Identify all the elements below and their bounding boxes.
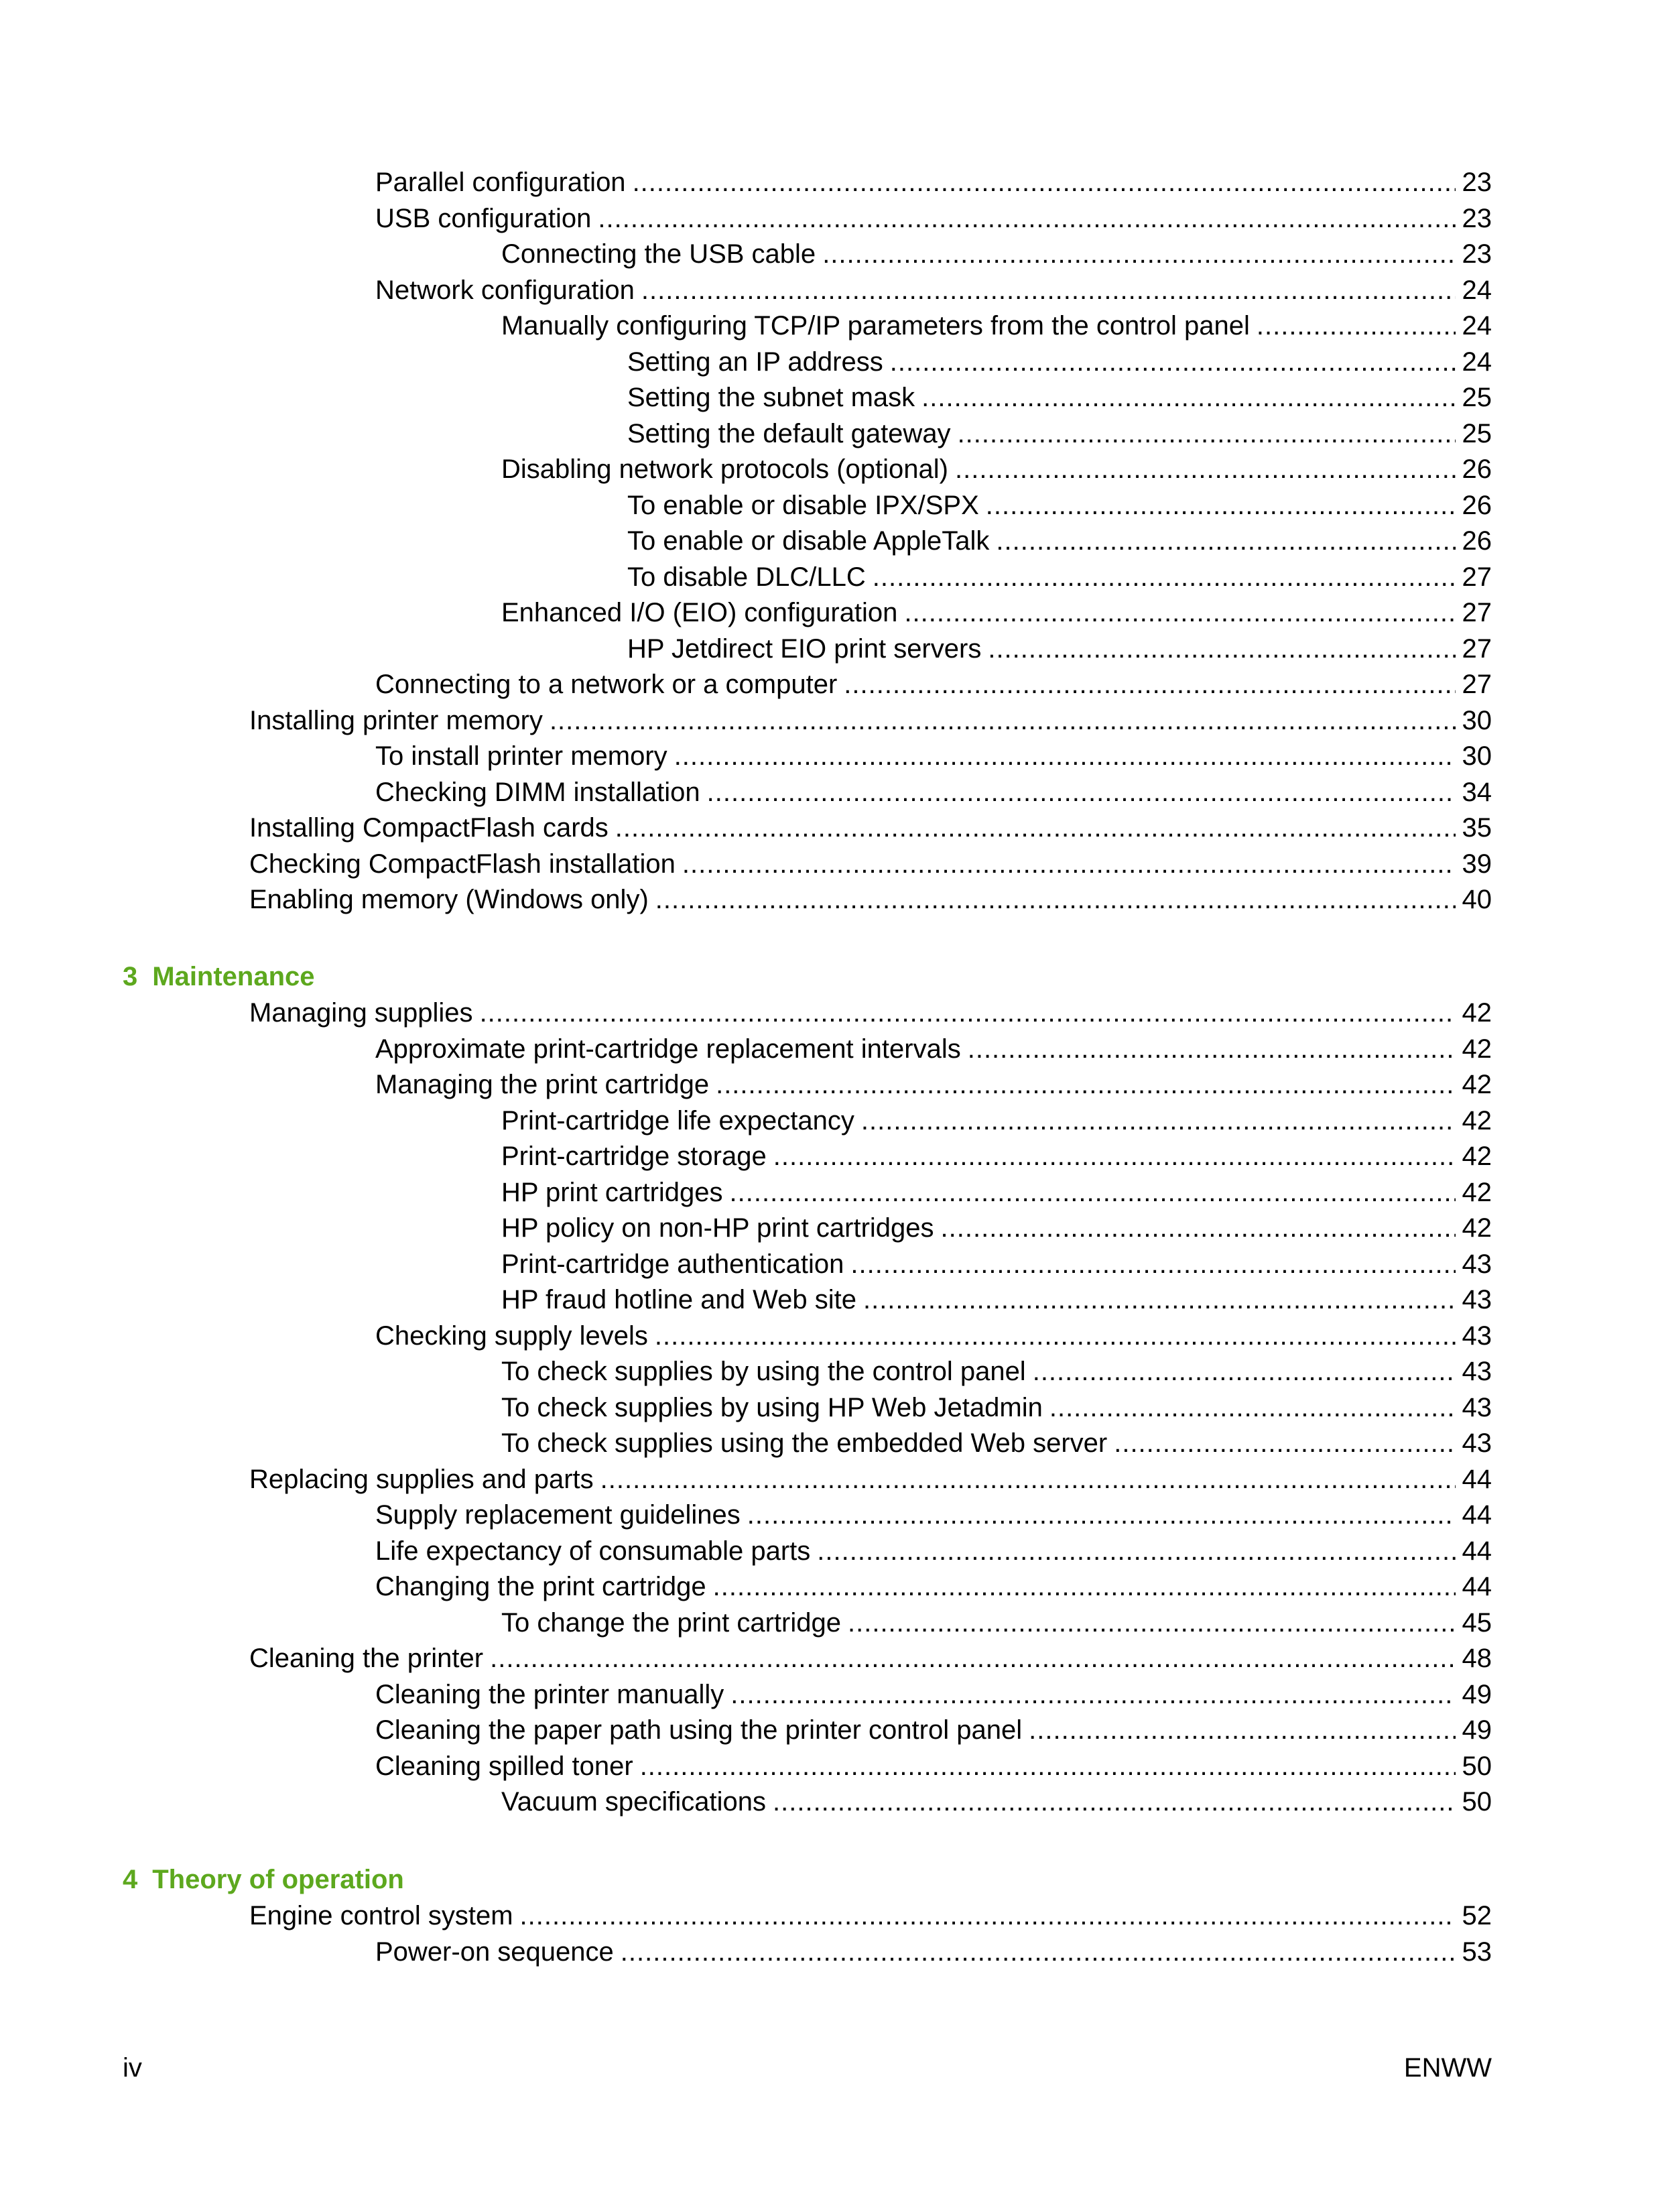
toc-entry-page-number: 42	[1462, 1177, 1492, 1207]
toc-dot-leader	[598, 200, 1455, 237]
toc-entry[interactable]	[501, 1605, 1492, 1641]
toc-entry-page-number: 27	[1462, 633, 1492, 664]
toc-dot-leader	[921, 379, 1455, 416]
toc-entry-title: Setting the subnet mask	[627, 383, 915, 412]
toc-entry[interactable]	[249, 881, 1492, 918]
toc-entry[interactable]	[627, 344, 1492, 380]
toc-dot-leader	[1114, 1425, 1455, 1461]
toc-entry-title: To check supplies by using the control panel	[501, 1357, 1026, 1386]
toc-entry-title: Connecting the USB cable	[501, 239, 816, 269]
toc-entry-title: Disabling network protocols (optional)	[501, 454, 948, 484]
toc-entry[interactable]	[249, 1898, 1492, 1934]
toc-entry[interactable]	[627, 559, 1492, 595]
toc-dot-leader	[986, 487, 1456, 524]
toc-dot-leader	[955, 451, 1456, 487]
toc-entry[interactable]	[501, 595, 1492, 631]
toc-entry-page-number: 26	[1462, 490, 1492, 520]
toc-entry[interactable]	[501, 1425, 1492, 1461]
toc-entry[interactable]	[375, 1712, 1492, 1748]
toc-entry-title: Installing CompactFlash cards	[249, 813, 609, 843]
toc-entry-page-number: 45	[1462, 1607, 1492, 1638]
toc-entry-title: Network configuration	[375, 275, 635, 305]
toc-dot-leader	[600, 1461, 1456, 1497]
toc-dot-leader	[716, 1066, 1455, 1103]
toc-dot-leader	[640, 1748, 1456, 1784]
toc-entry-page-number: 42	[1462, 1213, 1492, 1243]
toc-entry-page-number: 42	[1462, 1034, 1492, 1064]
toc-entry-page-number: 43	[1462, 1428, 1492, 1458]
toc-entry-page-number: 48	[1462, 1644, 1492, 1673]
toc-dot-leader	[655, 881, 1456, 918]
toc-dot-leader	[490, 1640, 1455, 1676]
toc-entry-title: To change the print cartridge	[501, 1607, 841, 1638]
toc-dot-leader	[773, 1784, 1456, 1820]
chapter-4-heading[interactable]	[123, 1861, 404, 1898]
toc-dot-leader	[850, 1246, 1455, 1282]
toc-dot-leader	[621, 1934, 1456, 1970]
toc-entry-page-number: 44	[1462, 1500, 1492, 1530]
toc-entry[interactable]	[375, 1497, 1492, 1533]
toc-dot-leader	[615, 810, 1456, 846]
toc-dot-leader	[996, 523, 1455, 559]
page-number-footer: iv	[123, 2053, 142, 2083]
toc-entry[interactable]	[375, 1031, 1492, 1067]
document-code-footer: ENWW	[1403, 2053, 1492, 2083]
toc-entry-page-number: 34	[1462, 777, 1492, 807]
toc-entry-title: Enhanced I/O (EIO) configuration	[501, 598, 898, 627]
toc-dot-leader	[988, 631, 1455, 667]
toc-entry-title: Checking DIMM installation	[375, 777, 700, 807]
toc-entry-page-number: 42	[1462, 998, 1492, 1028]
toc-dot-leader	[844, 666, 1455, 702]
toc-entry[interactable]	[501, 1103, 1492, 1139]
toc-entry-page-number: 49	[1462, 1679, 1492, 1709]
toc-dot-leader	[747, 1497, 1456, 1533]
toc-entry-title: Parallel configuration	[375, 168, 626, 197]
toc-dot-leader	[730, 1174, 1456, 1211]
toc-entry[interactable]	[501, 1210, 1492, 1246]
toc-entry[interactable]	[501, 1282, 1492, 1318]
toc-dot-leader	[861, 1103, 1456, 1139]
toc-entry-page-number: 40	[1462, 885, 1492, 914]
toc-entry-title: Installing printer memory	[249, 705, 543, 735]
toc-entry-title: Vacuum specifications	[501, 1787, 766, 1817]
toc-entry-title: Supply replacement guidelines	[375, 1500, 741, 1530]
toc-dot-leader	[773, 1138, 1456, 1174]
toc-dot-leader	[1049, 1390, 1456, 1426]
toc-entry-page-number: 43	[1462, 1392, 1492, 1422]
toc-entry-title: Cleaning spilled toner	[375, 1751, 633, 1781]
toc-entry-title: To check supplies using the embedded Web server	[501, 1428, 1108, 1458]
toc-entry-page-number: 27	[1462, 670, 1492, 699]
toc-entry-title: Checking CompactFlash installation	[249, 849, 676, 879]
toc-dot-leader	[1257, 308, 1456, 344]
toc-dot-leader	[550, 702, 1456, 739]
toc-entry-title: HP print cartridges	[501, 1177, 723, 1207]
toc-entry-title: Managing supplies	[249, 998, 473, 1028]
toc-entry-page-number: 26	[1462, 526, 1492, 556]
toc-entry[interactable]	[375, 1934, 1492, 1970]
toc-entry-page-number: 23	[1462, 239, 1492, 269]
toc-entry-page-number: 24	[1462, 275, 1492, 305]
toc-entry-page-number: 50	[1462, 1787, 1492, 1817]
toc-entry-page-number: 44	[1462, 1572, 1492, 1601]
toc-entry-title: Engine control system	[249, 1901, 513, 1930]
toc-entry-title: To enable or disable AppleTalk	[627, 526, 990, 556]
toc-entry[interactable]	[627, 416, 1492, 452]
toc-dot-leader	[822, 236, 1455, 272]
toc-entry-title: HP policy on non-HP print cartridges	[501, 1213, 934, 1243]
toc-entry-title: Print-cartridge authentication	[501, 1249, 844, 1279]
toc-entry[interactable]	[501, 1390, 1492, 1426]
toc-entry[interactable]	[501, 1138, 1492, 1174]
chapter-4-number: 4	[123, 1865, 138, 1894]
toc-entry-page-number: 27	[1462, 562, 1492, 592]
toc-entry[interactable]	[501, 308, 1492, 344]
toc-dot-leader	[713, 1569, 1456, 1605]
toc-entry[interactable]	[375, 666, 1492, 702]
toc-entry[interactable]	[375, 1748, 1492, 1784]
toc-entry-page-number: 49	[1462, 1715, 1492, 1745]
toc-dot-leader	[873, 559, 1456, 595]
toc-entry-page-number: 42	[1462, 1105, 1492, 1135]
toc-dot-leader	[520, 1898, 1456, 1934]
toc-entry-page-number: 25	[1462, 418, 1492, 448]
toc-entry-page-number: 43	[1462, 1249, 1492, 1279]
toc-entry-page-number: 52	[1462, 1901, 1492, 1930]
toc-entry[interactable]	[375, 1569, 1492, 1605]
toc-entry[interactable]	[501, 1784, 1492, 1820]
toc-entry[interactable]	[249, 1640, 1492, 1676]
toc-entry-page-number: 42	[1462, 1070, 1492, 1099]
toc-entry-title: Setting an IP address	[627, 347, 883, 377]
toc-entry[interactable]	[501, 236, 1492, 272]
toc-entry-title: Changing the print cartridge	[375, 1572, 706, 1601]
toc-entry-page-number: 23	[1462, 203, 1492, 233]
toc-entry-page-number: 44	[1462, 1464, 1492, 1494]
toc-entry[interactable]	[501, 1353, 1492, 1390]
toc-dot-leader	[848, 1605, 1456, 1641]
toc-entry-title: Print-cartridge life expectancy	[501, 1105, 854, 1135]
toc-dot-leader	[641, 272, 1456, 308]
toc-entry-page-number: 44	[1462, 1536, 1492, 1566]
toc-entry-page-number: 43	[1462, 1285, 1492, 1314]
toc-entry-title: HP fraud hotline and Web site	[501, 1285, 856, 1314]
toc-dot-leader	[674, 738, 1456, 774]
toc-entry-title: To disable DLC/LLC	[627, 562, 866, 592]
toc-dot-leader	[1029, 1712, 1455, 1748]
toc-entry-title: USB configuration	[375, 203, 592, 233]
toc-dot-leader	[904, 595, 1455, 631]
toc-entry-page-number: 53	[1462, 1937, 1492, 1967]
toc-dot-leader	[682, 846, 1456, 882]
toc-entry-title: To install printer memory	[375, 741, 667, 771]
toc-entry[interactable]	[501, 1246, 1492, 1282]
toc-entry-title: Manually configuring TCP/IP parameters from the control panel	[501, 311, 1250, 341]
toc-entry-title: Life expectancy of consumable parts	[375, 1536, 811, 1566]
toc-entry[interactable]	[627, 379, 1492, 416]
toc-entry-page-number: 30	[1462, 705, 1492, 735]
toc-entry[interactable]	[375, 1676, 1492, 1713]
toc-entry[interactable]	[375, 200, 1492, 237]
toc-entry-title: Cleaning the paper path using the printer control panel	[375, 1715, 1023, 1745]
toc-dot-leader	[1033, 1353, 1456, 1390]
toc-entry-page-number: 24	[1462, 311, 1492, 341]
toc-entry-page-number: 24	[1462, 347, 1492, 377]
toc-entry-title: Cleaning the printer manually	[375, 1679, 724, 1709]
toc-dot-leader	[968, 1031, 1456, 1067]
toc-entry[interactable]	[249, 995, 1492, 1031]
toc-dot-leader	[633, 164, 1456, 200]
toc-dot-leader	[707, 774, 1456, 810]
toc-dot-leader	[817, 1533, 1455, 1569]
toc-entry-title: Approximate print-cartridge replacement intervals	[375, 1034, 961, 1064]
toc-entry[interactable]	[375, 1318, 1492, 1354]
toc-entry-page-number: 25	[1462, 383, 1492, 412]
toc-dot-leader	[730, 1676, 1455, 1713]
toc-dot-leader	[958, 416, 1456, 452]
chapter-4-title: Theory of operation	[152, 1865, 404, 1894]
toc-entry-title: Connecting to a network or a computer	[375, 670, 838, 699]
toc-entry-title: To check supplies by using HP Web Jetadmin	[501, 1392, 1043, 1422]
toc-dot-leader	[480, 995, 1456, 1031]
toc-entry[interactable]	[249, 810, 1492, 846]
toc-entry-page-number: 43	[1462, 1320, 1492, 1351]
toc-entry[interactable]	[501, 451, 1492, 487]
chapter-3-heading[interactable]	[123, 959, 315, 995]
toc-entry[interactable]	[627, 631, 1492, 667]
toc-entry-page-number: 43	[1462, 1357, 1492, 1386]
toc-entry-title: Setting the default gateway	[627, 418, 951, 448]
toc-entry[interactable]	[375, 272, 1492, 308]
toc-entry-title: Cleaning the printer	[249, 1644, 484, 1673]
toc-entry[interactable]	[375, 1066, 1492, 1103]
toc-dot-leader	[890, 344, 1456, 380]
toc-entry-title: To enable or disable IPX/SPX	[627, 490, 979, 520]
toc-entry-title: HP Jetdirect EIO print servers	[627, 633, 982, 664]
toc-entry[interactable]	[375, 738, 1492, 774]
toc-entry-page-number: 35	[1462, 813, 1492, 843]
toc-entry-title: Checking supply levels	[375, 1320, 648, 1351]
toc-entry-page-number: 23	[1462, 168, 1492, 197]
toc-entry-page-number: 50	[1462, 1751, 1492, 1781]
toc-entry-title: Replacing supplies and parts	[249, 1464, 594, 1494]
toc-dot-leader	[863, 1282, 1456, 1318]
chapter-3-title: Maintenance	[152, 962, 315, 991]
toc-dot-leader	[655, 1318, 1456, 1354]
toc-entry-title: Print-cartridge storage	[501, 1142, 767, 1171]
toc-entry[interactable]	[627, 523, 1492, 559]
toc-entry-page-number: 42	[1462, 1142, 1492, 1171]
toc-entry-page-number: 26	[1462, 454, 1492, 484]
toc-entry[interactable]	[501, 1174, 1492, 1211]
chapter-3-number: 3	[123, 962, 138, 991]
toc-entry[interactable]	[627, 487, 1492, 524]
toc-entry[interactable]	[375, 774, 1492, 810]
toc-entry-title: Power-on sequence	[375, 1937, 614, 1967]
toc-entry[interactable]	[375, 164, 1492, 200]
toc-entry-page-number: 39	[1462, 849, 1492, 879]
toc-dot-leader	[941, 1210, 1456, 1246]
toc-entry[interactable]	[249, 702, 1492, 739]
toc-entry-page-number: 27	[1462, 598, 1492, 627]
toc-entry[interactable]	[375, 1533, 1492, 1569]
toc-entry[interactable]	[249, 1461, 1492, 1497]
toc-entry-title: Managing the print cartridge	[375, 1070, 710, 1099]
toc-entry[interactable]	[249, 846, 1492, 882]
toc-entry-page-number: 30	[1462, 741, 1492, 771]
toc-entry-title: Enabling memory (Windows only)	[249, 885, 649, 914]
